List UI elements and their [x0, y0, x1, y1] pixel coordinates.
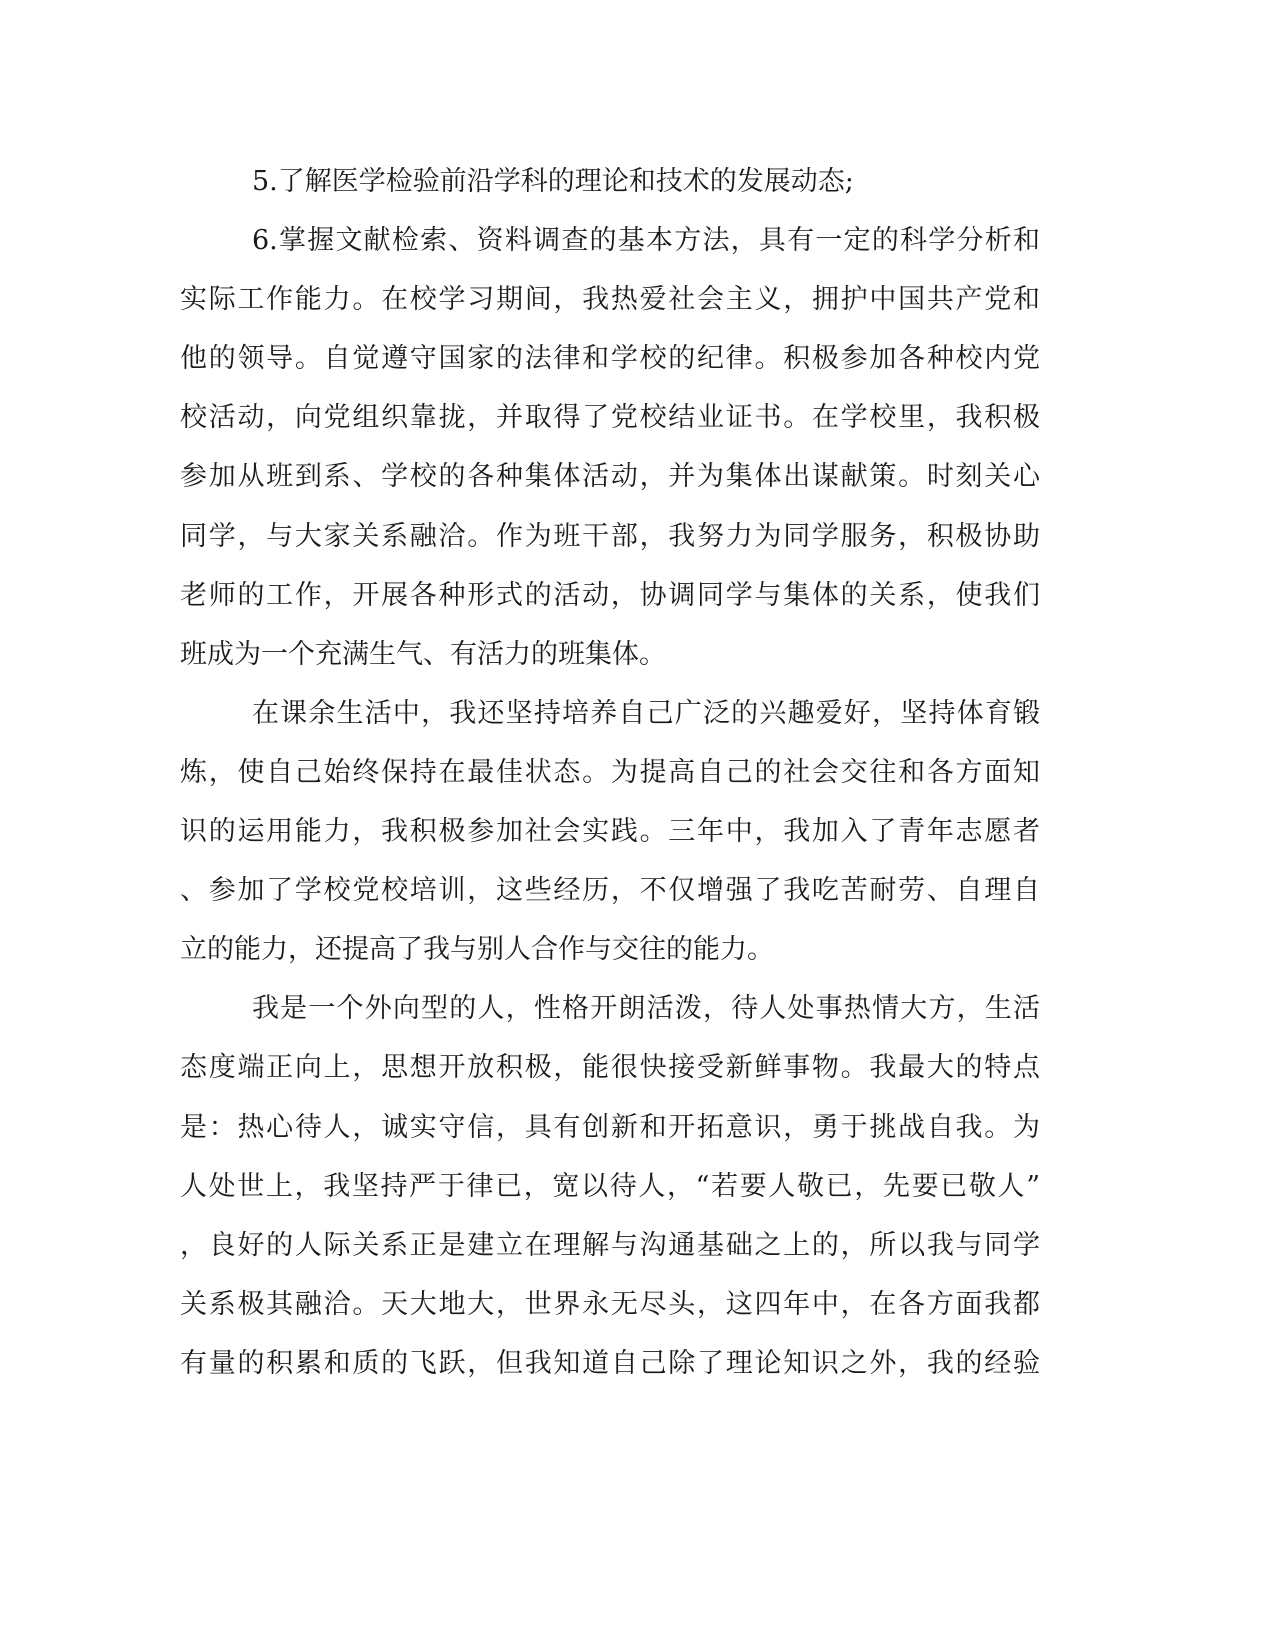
text-line: 态度端正向上，思想开放积极，能很快接受新鲜事物。我最大的特点	[180, 1052, 1040, 1084]
text-line: 炼，使自己始终保持在最佳状态。为提高自己的社会交往和各方面知	[180, 756, 1040, 788]
text-line: 在课余生活中，我还坚持培养自己广泛的兴趣爱好，坚持体育锻	[252, 697, 1040, 729]
text-line: 同学，与大家关系融洽。作为班干部，我努力为同学服务，积极协助	[180, 520, 1040, 552]
text-line: 有量的积累和质的飞跃，但我知道自己除了理论知识之外，我的经验	[180, 1347, 1040, 1379]
text-line: 关系极其融洽。天大地大，世界永无尽头，这四年中，在各方面我都	[180, 1288, 1040, 1320]
document-body	[180, 152, 1040, 1393]
text-line: 参加从班到系、学校的各种集体活动，并为集体出谋献策。时刻关心	[180, 461, 1040, 493]
text-line: ，良好的人际关系正是建立在理解与沟通基础之上的，所以我与同学	[180, 1229, 1040, 1261]
text-line: 5.了解医学检验前沿学科的理论和技术的发展动态;	[252, 166, 854, 197]
text-line: 校活动，向党组织靠拢，并取得了党校结业证书。在学校里，我积极	[180, 402, 1040, 434]
text-line: 他的领导。自觉遵守国家的法律和学校的纪律。积极参加各种校内党	[180, 343, 1040, 375]
text-line: 识的运用能力，我积极参加社会实践。三年中，我加入了青年志愿者	[180, 816, 1040, 848]
text-line: 、参加了学校党校培训，这些经历，不仅增强了我吃苦耐劳、自理自	[180, 875, 1040, 907]
text-line: 人处世上，我坚持严于律已，宽以待人，“若要人敬已，先要已敬人”	[180, 1170, 1040, 1202]
text-line: 6.掌握文献检索、资料调查的基本方法，具有一定的科学分析和	[252, 225, 1040, 257]
text-line: 是：热心待人，诚实守信，具有创新和开拓意识，勇于挑战自我。为	[180, 1111, 1040, 1143]
text-line: 立的能力，还提高了我与别人合作与交往的能力。	[180, 934, 774, 966]
text-line: 老师的工作，开展各种形式的活动，协调同学与集体的关系，使我们	[180, 579, 1040, 611]
text-line: 实际工作能力。在校学习期间，我热爱社会主义，拥护中国共产党和	[180, 284, 1040, 316]
text-line: 我是一个外向型的人，性格开朗活泼，待人处事热情大方，生活	[252, 993, 1040, 1025]
text-line: 班成为一个充满生气、有活力的班集体。	[180, 638, 666, 670]
